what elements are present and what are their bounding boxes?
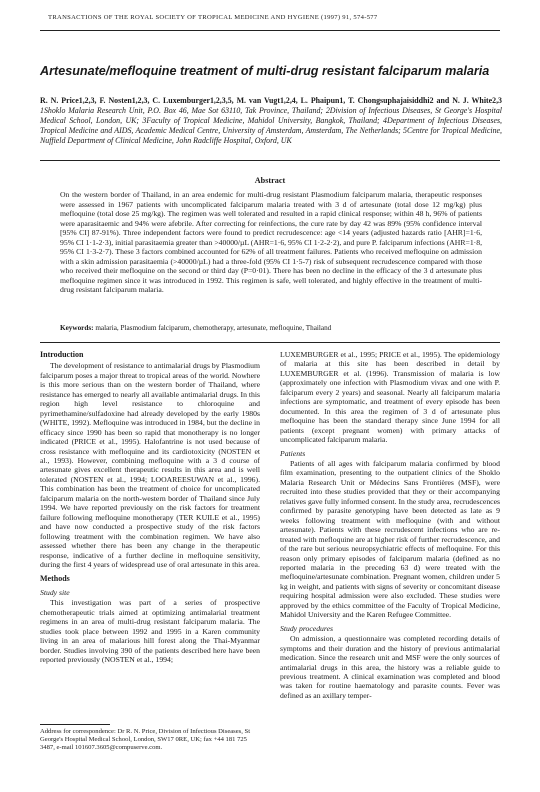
methods-heading: Methods	[40, 574, 70, 584]
right-column	[280, 350, 500, 700]
introduction-heading: Introduction	[40, 350, 84, 359]
header-rule	[40, 160, 500, 161]
footnote-rule	[40, 724, 110, 725]
procedures-heading: Study procedures	[280, 623, 334, 633]
paper-title: Artesunate/mefloquine treatment of multi-drug resistant falciparum malaria	[40, 64, 490, 78]
study-site-heading: Study site	[40, 587, 70, 597]
abstract-heading: Abstract	[254, 176, 286, 185]
author-block	[40, 96, 502, 146]
keywords-label: Keywords:	[60, 324, 94, 332]
continued-paragraph: LUXEMBURGER et al., 1995; PRICE et al., 1995). The epidemiology of malaria at this site has been described in detail by LUXEMBURGER et al. (1996). Transmission of malaria is low (approximately one infection with Plasmodium vivax and one with P. falciparum every 2 years) and seasonal. Nearly all falciparum malaria infections are symptomatic, and treatment of every episode has been documented. In this area the regimen of 3 d of artesunate plus mefloquine has been the standard therapy since June 1994 for all patients (except pregnant women) with primary attacks of uncomplicated falciparum malaria.	[280, 350, 500, 445]
procedures-paragraph: On admission, a questionnaire was completed recording details of symptoms and their duration and the history of previous antimalarial medication. Since the research unit and MSF were the only sources of antimalarial drugs in this area, the history was a reliable guide to previous treatment. A clinical examination was completed and blood was taken for routine haematology and parasite counts. Fever was defined as an axillary temper-	[280, 634, 500, 700]
introduction-paragraph: The development of resistance to antimalarial drugs by Plasmodium falciparum poses a major threat to tropical areas of the world. Nowhere is this more serious than on the western border of Thailand, where resistance has emerged to nearly all available antimalarial drugs. In this region high level resistance to chloroquine and pyrimethamine/sulfadoxine had already developed by the early 1980s (WHITE, 1992). Mefloquine was introduced in 1984, but the decline in efficacy since 1990 has been so rapid that monotherapy is no longer indicated (PRICE et al., 1995). Halofantrine is not used because of cross resistance with mefloquine and its cardiotoxicity (NOSTEN et al., 1993). However, combining mefloquine with a 3 d course of artesunate gives excellent therapeutic results in this area and is well tolerated (NOSTEN et al., 1994; LOOAREESUWAN et al., 1996). This combination has been the treatment of choice for uncomplicated falciparum malaria on the north-western border of Thailand since July 1994. We have reported previously on the risk factors for treatment failure following mefloquine monotherapy (TER KUILE et al., 1995) and have now conducted a prospective study of the risk factors following treatment with the combination regimen. We have also assessed whether there has been any change in the therapeutic response, indicative of a further decline in mefloquine sensitivity, during the first 4 years of widespread use of oral artesunate in this area.	[40, 361, 260, 569]
correspondence-footnote: Address for correspondence: Dr R. N. Price, Division of Infectious Diseases, St George's Hospital Medical School, London, SW17 0RE, UK; fax +44 181 725 3487, e-mail 101607.3605@compuserve.com.	[40, 728, 251, 752]
abstract-text: On the western border of Thailand, in an area endemic for multi-drug resistant Plasmodium falciparum malaria, therapeutic responses were assessed in 1967 patients with uncomplicated falciparum malaria treated with 3 d of artesunate (total dose 12 mg/kg) plus mefloquine (total dose 25 mg/kg). The regimen was well tolerated and resulted in a rapid clinical response; within 48 h, 96% of patients were aparasitaemic and 94% were afebrile. After correcting for reinfections, the cure rate by day 42 was 89% (95% confidence interval [95% CI] 87-91%). Three independent factors were found to predict recrudescence: age <14 years (adjusted hazards ratio [AHR]=1·6, 95% CI 1·1-2·3), initial parasitaemia greater than >40000/µL (AHR=1·6, 95% CI 1·2-2·2), and pure P. falciparum infections (AHR=1·8, 95% CI 1·3-2·7). These 3 factors combined accounted for 62% of all treatment failures. Patients who received mefloquine on admission with a skin admission parasitaemia (>40000/µL) had a three-fold (95% CI 1·5-7) risk of subsequent recrudescence compared with those who received their mefloquine on the second or third day (P=0·01). There has been no decline in the efficacy of the 3 d artesunate plus mefloquine regimen since it was introduced in 1992. This regimen is safe, well tolerated, and highly effective in the treatment of multi-drug resistant falciparum malaria.	[60, 190, 482, 294]
patients-heading: Patients	[280, 448, 306, 458]
running-head: TRANSACTIONS OF THE ROYAL SOCIETY OF TROPICAL MEDICINE AND HYGIENE (1997) 91, 574-577	[48, 14, 378, 21]
keywords-text: malaria, Plasmodium falciparum, chemotherapy, artesunate, mefloquine, Thailand	[93, 324, 332, 332]
author-names: R. N. Price1,2,3, F. Nosten1,2,3, C. Luxemburger1,2,3,5, M. van Vugt1,2,4, L. Phaipun1, T. Chongsuphajaisiddhi2 and N. J. White2,3	[40, 96, 502, 105]
patients-paragraph: Patients of all ages with falciparum malaria confirmed by blood film examination, presenting to the outpatient clinics of the Shoklo Malaria Research Unit or Médecins Sans Frontières (MSF), were recruited into these studies provided that they or their accompanying relatives gave fully informed consent. In the study area, recrudescences confirmed by parasite genotyping have been detected as late as 9 weeks following treatment with mefloquine (with and without artesunate). Patients with these recrudescent infections who are re-treated with mefloquine are at higher risk of further recrudescence, and of the rare but serious neuropsychiatric effects of mefloquine. For this reason only primary episodes of falciparum malaria (defined as no reported malaria in the preceding 63 d) were treated with the mefloquine/artesunate combination. Pregnant women, children under 5 kg in weight, and patients with signs of severity or concomitant disease requiring hospital admission were also excluded. These studies were approved by the ethics committee of the Faculty of Tropical Medicine, Mahidol University and the Karen Refugee Committee.	[280, 458, 500, 620]
study-site-paragraph: This investigation was part of a series of prospective chemotherapeutic trials aimed at optimizing antimalarial treatment regimens in an area of multi-drug resistant falciparum malaria. The studies took place between 1992 and 1995 in a Karen community living in an area of malarious hill forest along the Thai-Myanmar border. Studies involving 390 of the patients described here have been reported previously (NOSTEN et al., 1994;	[40, 598, 260, 665]
abstract-rule	[40, 342, 500, 343]
keywords	[60, 324, 482, 333]
left-column	[40, 350, 260, 665]
affiliations: 1Shoklo Malaria Research Unit, P.O. Box 46, Mae Sot 63110, Tak Province, Thailand; 2Division of Infectious Diseases, St George's Hospital Medical School, London, UK; 3Faculty of Tropical Medicine, Mahidol University, Bangkok, Thailand; 4Department of Infectious Diseases, Tropical Medicine and AIDS, Academic Medical Centre, University of Amsterdam, Amsterdam, The Netherlands; 5Centre for Tropical Medicine, Nuffield Department of Clinical Medicine, John Radcliffe Hospital, Oxford, UK	[40, 106, 502, 145]
top-rule	[40, 30, 500, 31]
